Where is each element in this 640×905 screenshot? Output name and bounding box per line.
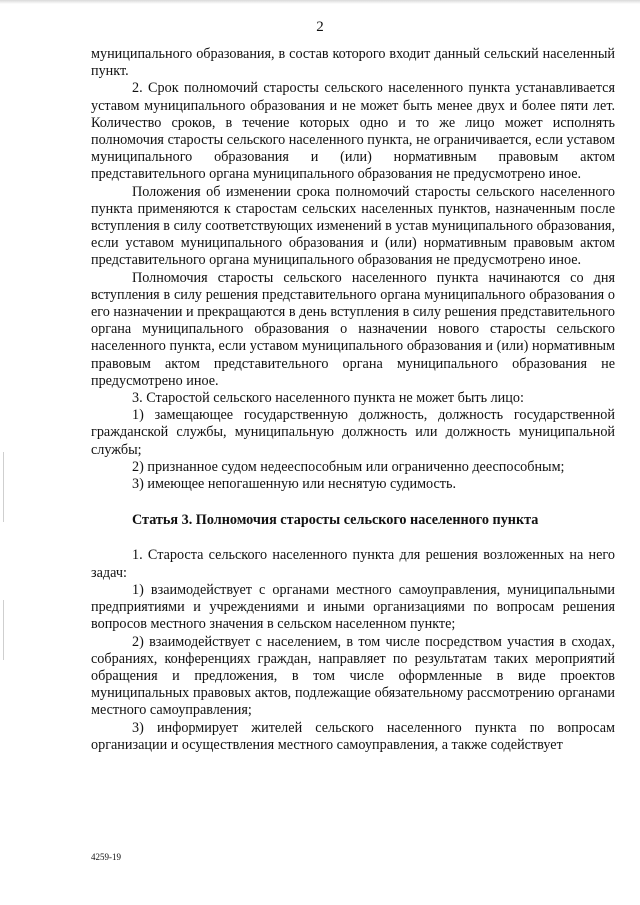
scan-margin-mark — [3, 452, 4, 522]
scan-margin-mark — [3, 600, 4, 660]
scan-edge-shadow — [0, 0, 640, 4]
document-code: 4259-19 — [91, 852, 121, 862]
paragraph: Полномочия старосты сельского населенного пункта начинаются со дня вступления в силу решения представительного органа муниципального образования о его назначении и прекращаются в день вступления в силу решения представительного органа муниципального образования о назначении нового старосты сельского населенного пункта, если уставом муниципального образования и (или) нормативным правовым актом представительного органа муниципального образования не предусмотрено иное. — [91, 269, 615, 389]
list-item: 1) взаимодействует с органами местного самоуправления, муниципальными предприятиями и учреждениями и иными организациями по вопросам решения вопросов местного значения в сельском населенном пункте; — [91, 581, 615, 633]
article-heading: Статья 3. Полномочия старосты сельского населенного пункта — [132, 512, 539, 529]
list-item: 1) замещающее государственную должность, должность государственной гражданской службы, муниципальную должность или должность муниципальной службы; — [91, 407, 615, 458]
page-number: 2 — [316, 19, 324, 35]
paragraph: 2. Срок полномочий старосты сельского населенного пункта устанавливается уставом муниципального образования и не может быть менее двух и более пяти лет. Количество сроков, в течение которых одно и то же лицо может исполнять полномочия старосты сельского населенного пункта, не ограничивается, если уставом муниципального образования и (или) нормативным правовым актом представительного органа муниципального образования не предусмотрено иное. — [91, 80, 615, 183]
document-body — [91, 46, 615, 754]
paragraph: муниципального образования, в состав которого входит данный сельский населенный пункт. — [91, 46, 615, 80]
list-item: 3) информирует жителей сельского населенного пункта по вопросам организации и осуществления местного самоуправления, а также содействует — [91, 719, 615, 753]
list-item: 2) признанное судом недееспособным или ограниченно дееспособным; — [132, 458, 565, 475]
list-item: 3) имеющее непогашенную или неснятую судимость. — [132, 476, 457, 493]
paragraph: Положения об изменении срока полномочий старосты сельского населенного пункта применяются к старостам сельских населенных пунктов, назначенным после вступления в силу соответствующих изменений в устав муниципального образования, если уставом муниципального образования и (или) нормативным правовым актом представительного органа муниципального образования не предусмотрено иное. — [91, 183, 615, 269]
list-item: 2) взаимодействует с населением, в том числе посредством участия в сходах, собраниях, конференциях граждан, направляет по результатам таких мероприятий обращения и предложения, в том числе оформленные в виде проектов муниципальных правовых актов, подлежащие обязательному рассмотрению органами местного самоуправления; — [91, 633, 615, 719]
paragraph: 3. Старостой сельского населенного пункта не может быть лицо: — [132, 390, 524, 407]
paragraph: 1. Староста сельского населенного пункта для решения возложенных на него задач: — [91, 547, 615, 581]
